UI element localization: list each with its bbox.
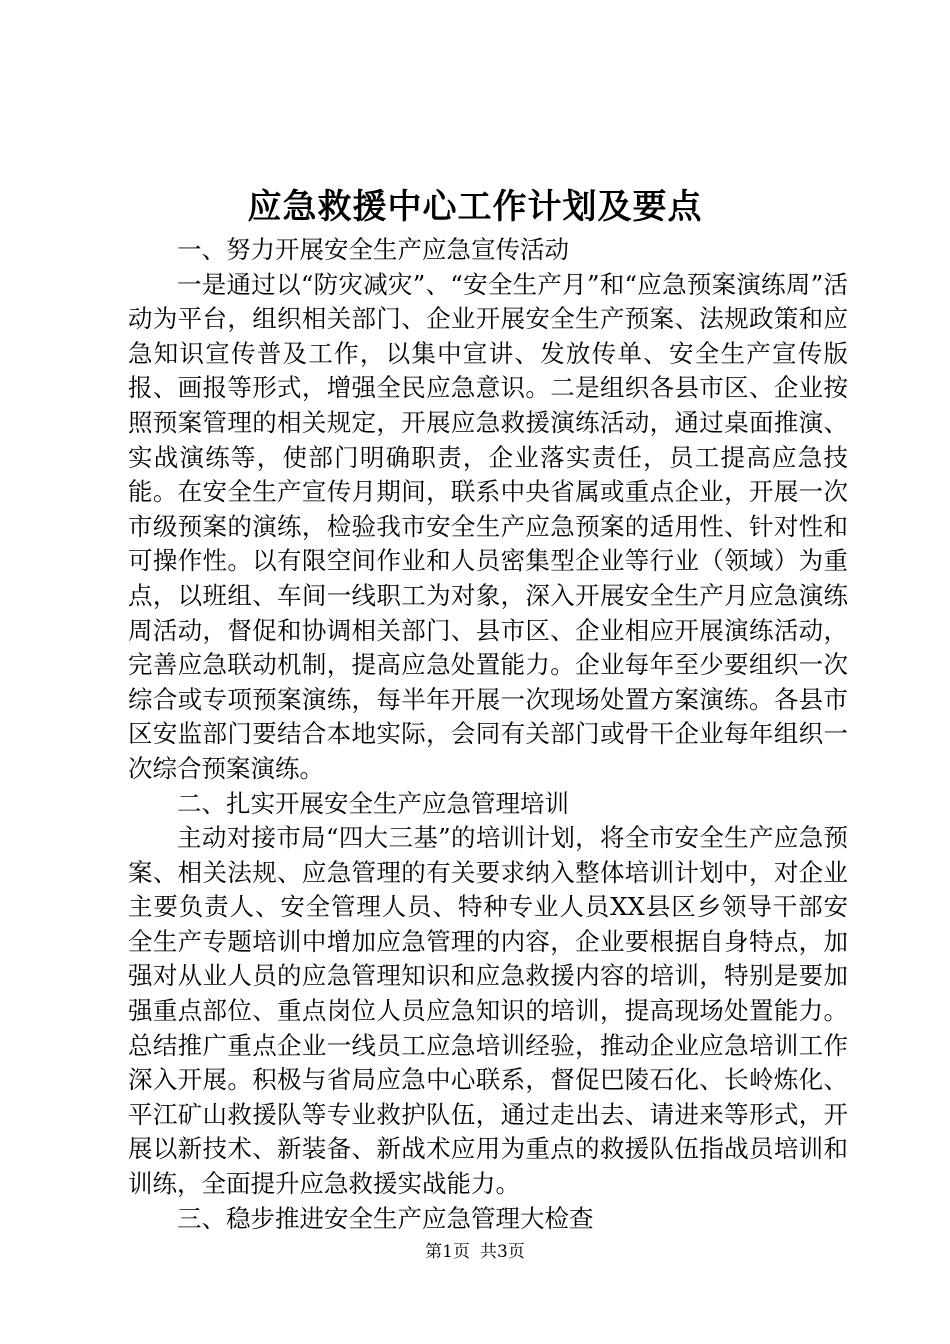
section-paragraph-2: 主动对接市局“四大三基”的培训计划，将全市安全生产应急预案、相关法规、应急管理的有关要求纳入整体培训计划中，对企业主要负责人、安全管理人员、特种专业人员XX县区乡领导干部安全生产专题培训中增加应急管理的内容，企业要根据自身特点，加强对从业人员的应急管理知识和应急救援内容的培训，特别是要加强重点部位、重点岗位人员应急知识的培训，提高现场处置能力。总结推广重点企业一线员工应急培训经验，推动企业应急培训工作深入开展。积极与省局应急中心联系，督促巴陵石化、长岭炼化、平江矿山救援队等专业救护队伍，通过走出去、请进来等形式，开展以新技术、新装备、新战术应用为重点的救援队伍指战员培训和训练，全面提升应急救援实战能力。 xyxy=(128,823,848,1199)
document-body xyxy=(128,233,848,1236)
section-heading-1: 一、努力开展安全生产应急宣传活动 xyxy=(177,235,569,264)
section-paragraph-1: 一是通过以“防灾减灾”、“安全生产月”和“应急预案演练周”活动为平台，组织相关部门、企业开展安全生产预案、法规政策和应急知识宣传普及工作，以集中宣讲、发放传单、安全生产宣传版报、画报等形式，增强全民应急意识。二是组织各县市区、企业按照预案管理的相关规定，开展应急救援演练活动，通过桌面推演、实战演练等，使部门明确职责，企业落实责任，员工提高应急技能。在安全生产宣传月期间，联系中央省属或重点企业，开展一次市级预案的演练，检验我市安全生产应急预案的适用性、针对性和可操作性。以有限空间作业和人员密集型企业等行业（领域）为重点，以班组、车间一线职工为对象，深入开展安全生产月应急演练周活动，督促和协调相关部门、县市区、企业相应开展演练活动，完善应急联动机制，提高应急处置能力。企业每年至少要组织一次综合或专项预案演练，每半年开展一次现场处置方案演练。各县市区安监部门要结合本地实际，会同有关部门或骨干企业每年组织一次综合预案演练。 xyxy=(128,269,848,783)
section-heading-2: 二、扎实开展安全生产应急管理培训 xyxy=(177,788,569,818)
page-number-total: 共3页 xyxy=(480,1242,525,1262)
document-title: 应急救援中心工作计划及要点 xyxy=(247,187,703,227)
section-heading-3: 三、稳步推进安全生产应急管理大检查 xyxy=(177,1203,594,1233)
page-footer xyxy=(0,1240,950,1264)
page-number-current: 第1页 xyxy=(425,1242,470,1262)
